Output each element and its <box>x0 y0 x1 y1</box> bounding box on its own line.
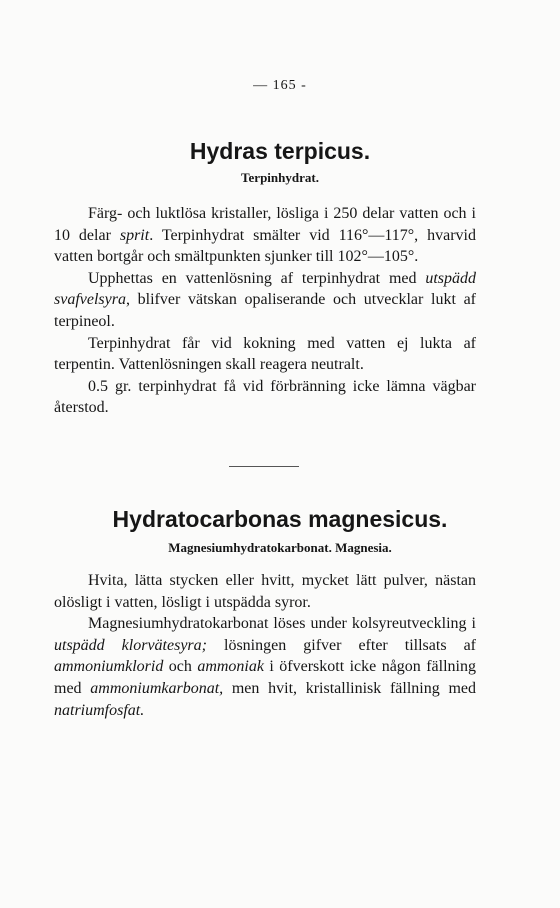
page-number: — 165 - <box>253 78 307 93</box>
entry-body-terpin <box>54 203 476 419</box>
paragraph <box>54 376 476 419</box>
entry-subtitle-magnesia: Magnesiumhydratokarbonat. Magnesia. <box>168 540 392 555</box>
italic-text: ammoniak <box>197 658 264 676</box>
text-run: Hvita, lätta stycken eller hvitt, mycket lätt pulver, nästan olösligt i vatten, lösligt i utspädda syror. <box>54 572 476 611</box>
paragraph <box>54 268 476 333</box>
italic-text: utspädd svafvelsyra <box>54 269 476 309</box>
italic-text: sprit <box>119 226 150 244</box>
italic-text: utspädd klorvätesyra; <box>54 636 207 654</box>
text-run: Terpinhydrat får vid kokning med vatten ej lukta af terpentin. Vattenlösningen skall reagera neutralt. <box>54 334 476 374</box>
text-run: 0.5 gr. terpinhydrat få vid förbränning icke lämna vägbar återstod. <box>54 377 476 417</box>
paragraph <box>54 613 476 721</box>
text-run: men hvit, kristallinisk fällning med <box>223 679 477 697</box>
italic-text: ammoniumklorid <box>54 658 164 676</box>
text-run: , blifver vätskan opaliserande och utvecklar lukt af terpineol. <box>54 291 476 330</box>
text-run: i öfverskott icke någon fällning med <box>54 658 476 697</box>
text-run: Magnesiumhydratokarbonat löses under kolsyreutveckling i <box>88 615 476 633</box>
entry-title-terpin: Hydras terpicus. <box>189 138 371 164</box>
paragraph <box>54 203 476 268</box>
paragraph <box>54 570 476 613</box>
text-run: och <box>163 658 198 676</box>
section-divider <box>229 466 299 467</box>
text-run: lösningen gifver efter tillsats af <box>207 636 477 654</box>
italic-text: natriumfosfat. <box>54 701 145 719</box>
text-run: Färg- och luktlösa kristaller, lösliga i 250 delar vatten och i 10 delar <box>54 205 476 244</box>
text-run: Upphettas en vattenlösning af terpinhydrat med <box>88 269 426 287</box>
text-run: . Terpinhydrat smälter vid 116°—117°, hvarvid vatten bortgår och smältpunkten sjunker till 102°—105°. <box>54 226 476 266</box>
entry-subtitle-terpin: Terpinhydrat. <box>241 170 319 185</box>
italic-text: ammoniumkarbonat, <box>90 679 224 697</box>
paragraph <box>54 333 476 376</box>
entry-body-magnesia <box>54 570 476 721</box>
entry-title-magnesia: Hydratocarbonas magnesicus. <box>112 506 448 532</box>
